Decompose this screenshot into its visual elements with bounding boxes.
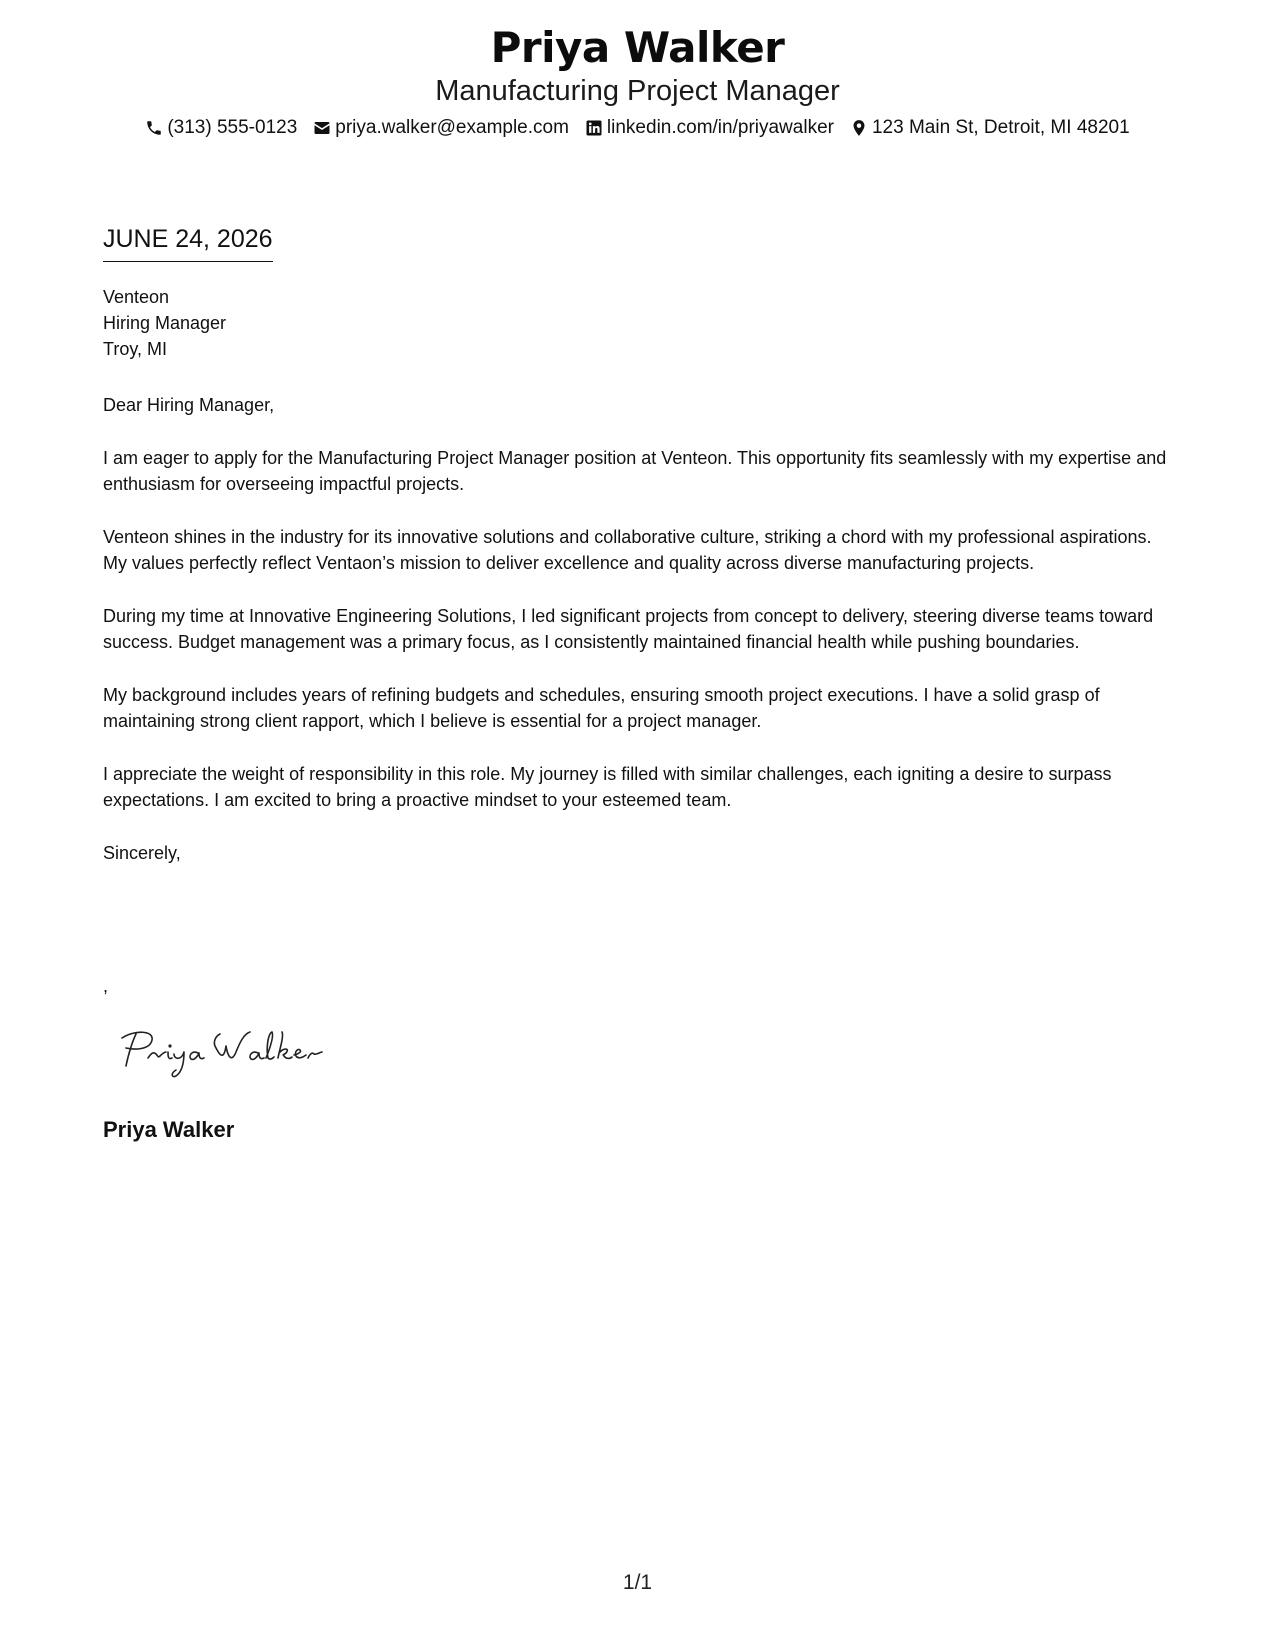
paragraph-2: Venteon shines in the industry for its innovative solutions and collaborative culture, striking a chord with my professional aspirations. My values perfectly reflect Ventaon’s mission to deliver excellence and quality across diverse manufacturing projects.	[103, 527, 1152, 573]
contact-email[interactable]	[313, 116, 569, 140]
envelope-icon	[313, 119, 331, 137]
closing: Sincerely,	[103, 843, 181, 863]
handwritten-signature	[112, 1022, 352, 1082]
linkedin-text: linkedin.com/in/priyawalker	[606, 117, 834, 138]
applicant-role: Manufacturing Project Manager	[435, 75, 840, 107]
contact-address	[850, 116, 1130, 140]
recipient-location: Troy, MI	[103, 339, 167, 359]
paragraph-5: I appreciate the weight of responsibility in this role. My journey is filled with similar challenges, each igniting a desire to surpass expectations. I am excited to bring a proactive mindset to your esteemed team.	[103, 764, 1112, 810]
stray-comma: ,	[103, 976, 109, 996]
recipient-title: Hiring Manager	[103, 313, 227, 333]
page-number: 1/1	[622, 1571, 653, 1594]
letter-header	[0, 22, 1275, 140]
email-text: priya.walker@example.com	[335, 117, 569, 138]
paragraph-1: I am eager to apply for the Manufacturing Project Manager position at Venteon. This opportunity fits seamlessly with my expertise and enthusiasm for overseeing impactful projects.	[103, 448, 1167, 494]
letter-date: JUNE 24, 2026	[103, 223, 273, 262]
paragraph-4: My background includes years of refining budgets and schedules, ensuring smooth project executions. I have a solid grasp of maintaining strong client rapport, which I believe is essential for a project manager.	[103, 685, 1100, 731]
phone-icon	[145, 119, 163, 137]
salutation: Dear Hiring Manager,	[103, 395, 275, 415]
recipient-company: Venteon	[103, 287, 170, 307]
linkedin-icon	[585, 119, 603, 137]
contact-bar	[0, 116, 1275, 140]
address-text: 123 Main St, Detroit, MI 48201	[871, 117, 1130, 138]
signer-name: Priya Walker	[103, 1117, 235, 1142]
phone-text: (313) 555-0123	[167, 117, 298, 138]
paragraph-3: During my time at Innovative Engineering Solutions, I led significant projects from concept to delivery, steering diverse teams toward success. Budget management was a primary focus, as I consistently maintained financial health while pushing boundaries.	[103, 606, 1154, 652]
applicant-name: Priya Walker	[490, 23, 785, 72]
letter-body	[103, 392, 1173, 893]
contact-linkedin[interactable]	[585, 116, 834, 140]
recipient-block	[103, 284, 226, 362]
contact-phone[interactable]	[145, 116, 297, 140]
map-pin-icon	[850, 119, 868, 137]
